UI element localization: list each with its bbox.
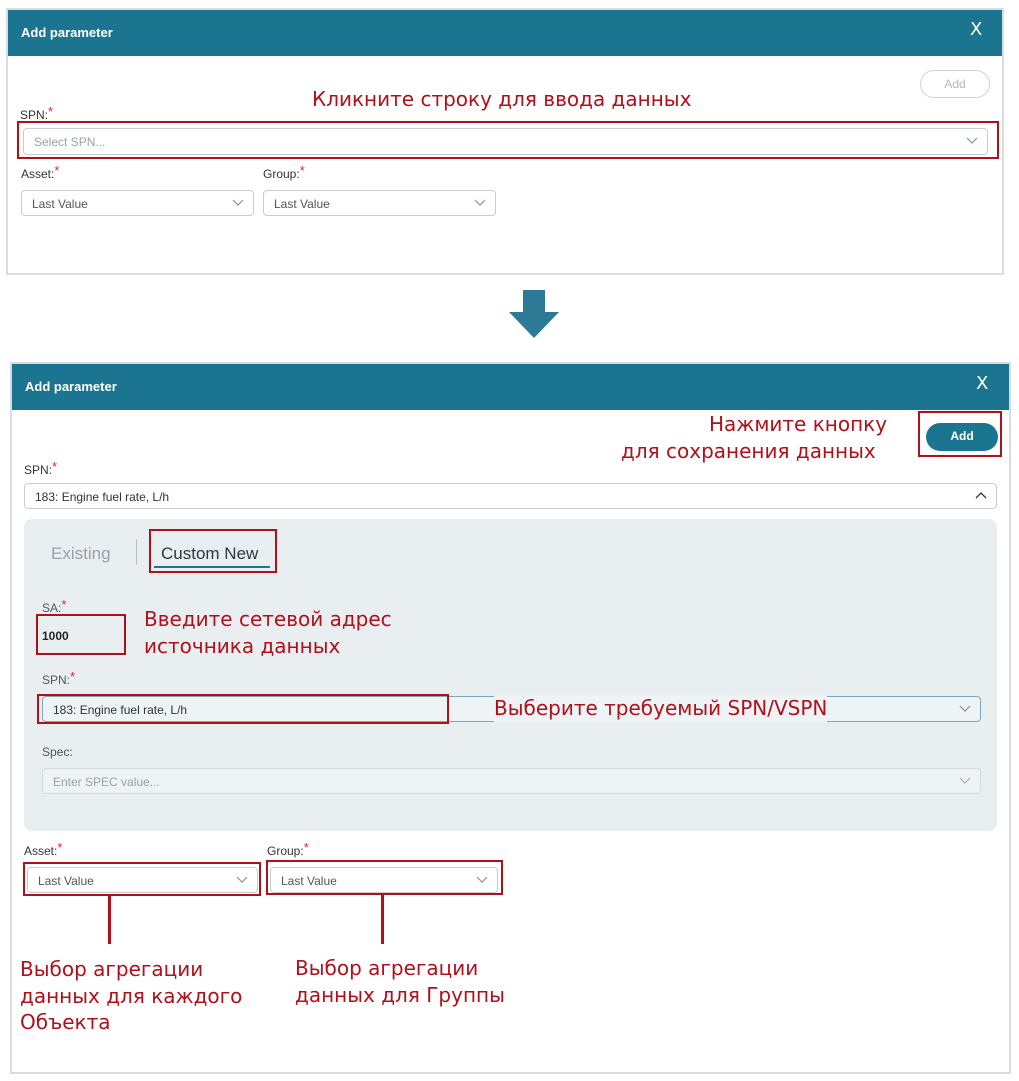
bottom-dialog-header	[12, 364, 1009, 410]
spec-placeholder: Enter SPEC value...	[53, 775, 160, 789]
tab-custom-new[interactable]: Custom New	[161, 544, 259, 563]
spec-label: Spec:	[42, 745, 73, 759]
highlight-custom-new-tab	[149, 529, 277, 573]
bottom-group-value: Last Value	[281, 874, 337, 888]
top-asset-value: Last Value	[32, 197, 88, 211]
highlight-asset-select	[23, 862, 261, 896]
bottom-dialog-title: Add parameter	[25, 379, 117, 394]
bottom-asset-label	[24, 840, 63, 858]
annotation-spn: Выберите требуемый SPN/VSPN	[494, 696, 828, 720]
inner-spn-value: 183: Engine fuel rate, L/h	[53, 703, 188, 717]
bottom-group-label	[267, 840, 309, 858]
top-spn-select[interactable]	[23, 128, 988, 155]
annotation-asset-line-3: Объекта	[20, 1010, 111, 1034]
arrow-down-icon	[508, 290, 560, 340]
annotation-add-line-1: Нажмите кнопку	[709, 412, 888, 436]
top-dialog-header	[8, 10, 1002, 56]
required-mark: *	[303, 840, 309, 855]
inner-spn-label	[42, 669, 76, 687]
bottom-add-button[interactable]: Add	[926, 423, 998, 451]
sa-label	[42, 597, 67, 615]
top-group-label	[263, 163, 305, 181]
annotation-sa-line-2: источника данных	[144, 634, 341, 658]
highlight-inner-spn	[37, 694, 449, 724]
bottom-close-icon[interactable]: X	[976, 373, 989, 394]
chevron-down-icon	[959, 773, 971, 787]
chevron-down-icon	[232, 195, 244, 209]
sa-label-text: SA:	[42, 601, 62, 615]
inner-spn-label-text: SPN:	[42, 673, 71, 687]
bottom-asset-value: Last Value	[38, 874, 94, 888]
sa-input[interactable]: 1000	[42, 629, 69, 643]
chevron-down-icon	[959, 701, 971, 715]
top-add-button[interactable]: Add	[920, 70, 990, 98]
bottom-spn-label	[24, 459, 58, 477]
top-group-select[interactable]	[263, 190, 496, 216]
tab-divider	[136, 539, 137, 565]
annotation-sa-line-1: Введите сетевой адрес	[144, 607, 392, 631]
top-spn-label-text: SPN:	[20, 108, 49, 122]
top-dialog-title: Add parameter	[21, 25, 113, 40]
top-group-label-text: Group:	[263, 167, 300, 181]
top-close-icon[interactable]: X	[970, 19, 983, 40]
annotation-group-line-2: данных для Группы	[295, 983, 505, 1007]
chevron-up-icon	[975, 488, 987, 502]
annotation-asset-line-1: Выбор агрегации	[20, 957, 204, 981]
top-spn-placeholder: Select SPN...	[34, 135, 106, 149]
top-asset-select[interactable]	[21, 190, 254, 216]
bottom-spn-label-text: SPN:	[24, 463, 53, 477]
top-asset-label-text: Asset:	[21, 167, 55, 181]
annotation-group-line-1: Выбор агрегации	[295, 956, 479, 980]
annotation-add-line-2: для сохранения данных	[621, 439, 876, 463]
top-asset-label	[21, 163, 60, 181]
annotation-asset-line-2: данных для каждого	[20, 984, 243, 1008]
bottom-asset-label-text: Asset:	[24, 844, 58, 858]
highlight-group-select	[266, 860, 503, 895]
connector-group	[381, 895, 384, 944]
bottom-add-parameter-dialog	[10, 362, 1011, 1074]
bottom-group-label-text: Group:	[267, 844, 304, 858]
required-mark: *	[299, 163, 305, 178]
connector-asset	[108, 896, 111, 944]
spec-select[interactable]	[42, 768, 981, 794]
required-mark: *	[70, 669, 76, 684]
required-mark: *	[61, 597, 67, 612]
top-add-parameter-dialog	[6, 8, 1004, 275]
top-group-value: Last Value	[274, 197, 330, 211]
bottom-spn-value: 183: Engine fuel rate, L/h	[35, 490, 170, 504]
chevron-down-icon	[474, 195, 486, 209]
tab-existing[interactable]: Existing	[51, 544, 111, 563]
required-mark: *	[48, 104, 54, 119]
spn-dropdown-panel	[24, 519, 997, 831]
required-mark: *	[52, 459, 58, 474]
chevron-down-icon	[966, 133, 978, 147]
bottom-spn-select[interactable]	[24, 483, 997, 509]
annotation-click-row: Кликните строку для ввода данных	[312, 87, 692, 111]
top-spn-label	[20, 104, 54, 122]
required-mark: *	[54, 163, 60, 178]
required-mark: *	[57, 840, 63, 855]
